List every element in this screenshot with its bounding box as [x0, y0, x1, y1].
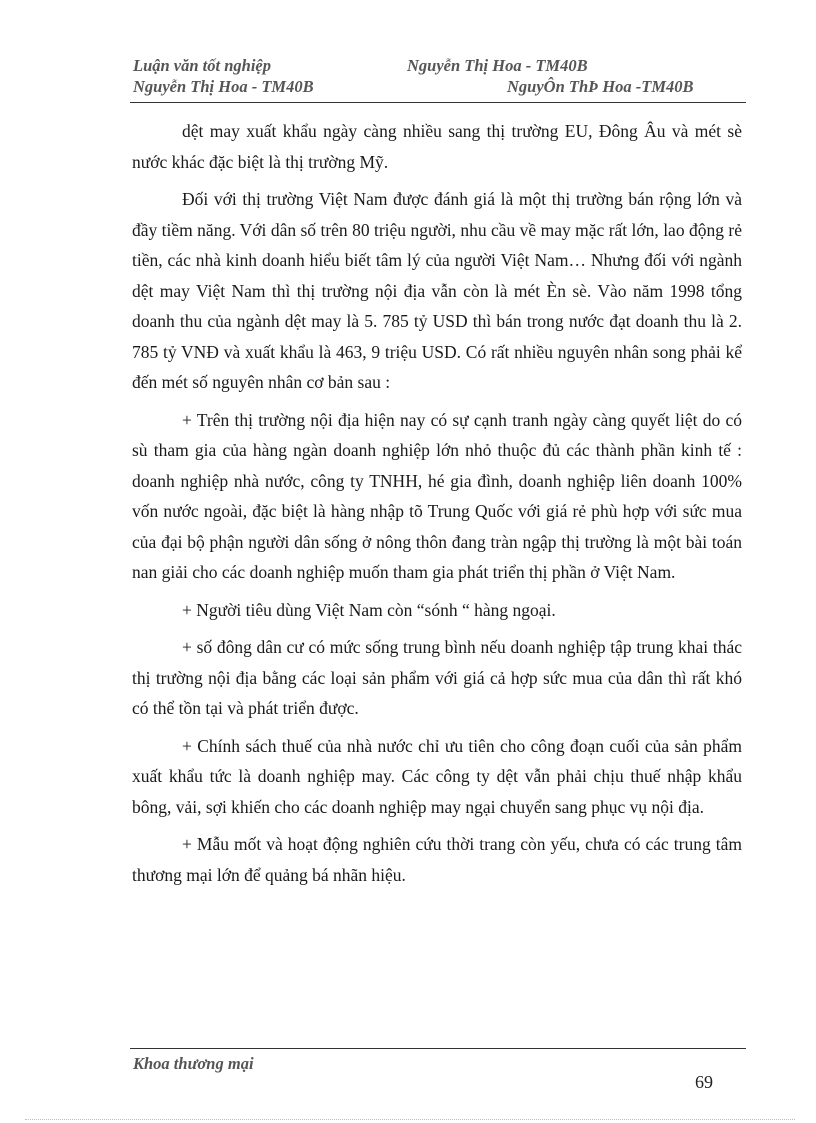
paragraph-3: + Trên thị trường nội địa hiện nay có sự cạnh tranh ngày càng quyết liệt do có sù tham gia của hàng ngàn doanh nghiệp lớn nhỏ thuộc đủ các thành phần kinh tế : doanh nghiệp nhà nước, công ty TNHH, hé gia đình, doanh nghiệp liên doanh 100% vốn nước ngoài, đặc biệt là hàng nhập tõ Trung Quốc với giá rẻ phù hợp với sức mua của đại bộ phận người dân sống ở nông thôn đang tràn ngập thị trường là một bài toán nan giải cho các doanh nghiệp muốn tham gia phát triển thị phần ở Việt Nam.: [132, 409, 742, 582]
header-author-3: NguyÔn ThÞ Hoa -TM40B: [507, 77, 694, 96]
header-author-2: Nguyễn Thị Hoa - TM40B: [133, 77, 314, 96]
page-bottom-dotted-line: [25, 1119, 795, 1120]
page-body: [132, 116, 742, 897]
header-line-2: [133, 77, 745, 97]
header-thesis-title: Luận văn tốt nghiệp: [133, 56, 271, 75]
paragraph-5: + số đông dân cư có mức sống trung bình nếu doanh nghiệp tập trung khai thác thị trường nội địa bằng các loại sản phẩm với giá cả hợp sức mua của dân thì rất khó có thể tồn tại và phát triển được.: [132, 637, 742, 718]
header-author-1: Nguyễn Thị Hoa - TM40B: [407, 56, 588, 75]
header-line-1: [133, 56, 745, 76]
paragraph-7: + Mẫu mốt và hoạt động nghiên cứu thời trang còn yếu, chưa có các trung tâm thương mại lớn để quảng bá nhãn hiệu.: [132, 834, 742, 885]
paragraph-2: Đối với thị trường Việt Nam được đánh giá là một thị trường bán rộng lớn và đầy tiềm năng. Với dân số trên 80 triệu người, nhu cầu về may mặc rất lớn, lao động rẻ tiền, các nhà kinh doanh hiểu biết tâm lý của người Việt Nam… Nhưng đối với ngành dệt may Việt Nam thì thị trường nội địa vẫn còn là mét Èn sè. Vào năm 1998 tổng doanh thu của ngành dệt may là 5. 785 tỷ USD thì bán trong nước đạt doanh thu là 2. 785 tỷ VNĐ và xuất khẩu là 463, 9 triệu USD. Có rất nhiều nguyên nhân song phải kể đến mét số nguyên nhân cơ bản sau :: [132, 189, 742, 392]
header-divider: [130, 102, 746, 103]
page-number: 69: [695, 1072, 713, 1092]
footer-divider: [130, 1048, 746, 1049]
paragraph-6: + Chính sách thuế của nhà nước chỉ ưu tiên cho công đoạn cuối của sản phẩm xuất khẩu tức là doanh nghiệp may. Các công ty dệt vẫn phải chịu thuế nhập khẩu bông, vải, sợi khiến cho các doanh nghiệp may ngại chuyển sang phục vụ nội địa.: [132, 735, 742, 817]
footer-department: Khoa thương mại: [133, 1054, 254, 1073]
paragraph-1: dệt may xuất khẩu ngày càng nhiều sang thị trường EU, Đông Âu và mét sè nước khác đặc biệt là thị trường Mỹ.: [132, 121, 742, 172]
paragraph-4: + Người tiêu dùng Việt Nam còn “sónh “ hàng ngoại.: [182, 599, 556, 620]
